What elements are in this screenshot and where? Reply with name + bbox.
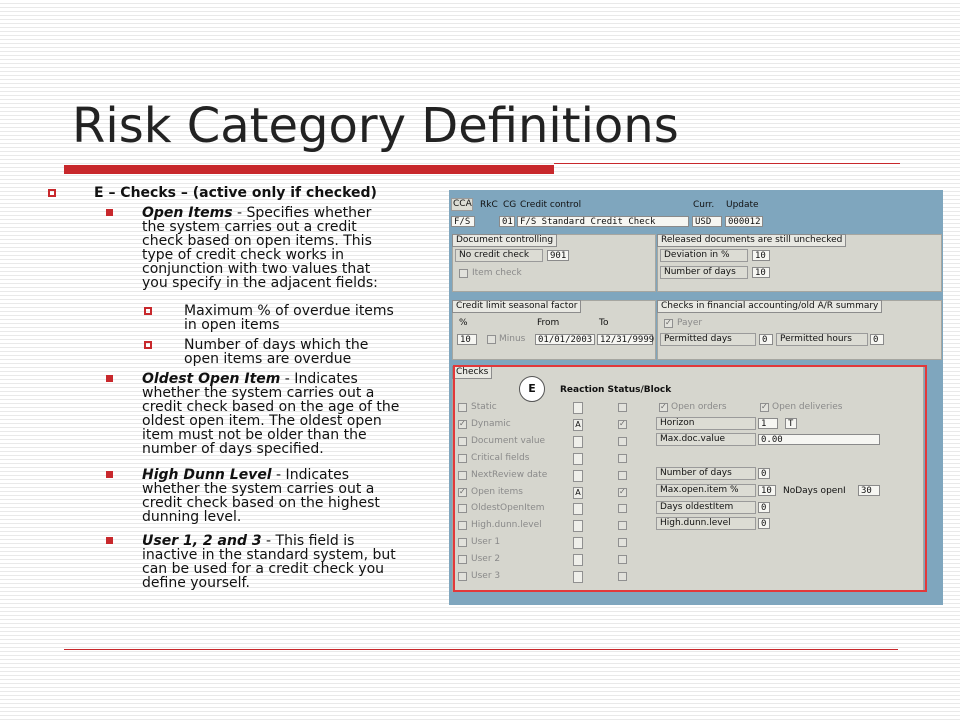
max-open-item-label: Max.open.item % (656, 484, 756, 497)
oldest-line: item must not be older than the (142, 427, 367, 443)
no-credit-check-field[interactable]: 901 (547, 250, 569, 261)
cca-field[interactable]: F/S (451, 216, 475, 227)
number-of-days-label: Number of days (660, 266, 748, 279)
high-dunn-title: High Dunn Level (142, 467, 272, 483)
credit-control-header-label: Credit control (520, 200, 582, 210)
rkc-header-label: RkC (480, 200, 498, 210)
title-underline-thin (554, 163, 900, 164)
high-dunn-line: - Indicates (271, 467, 350, 483)
e-marker-badge: E (519, 376, 545, 402)
solid-square-bullet-icon (106, 375, 113, 382)
check-row-label: Document value (471, 436, 546, 446)
hollow-square-bullet-icon (144, 341, 152, 349)
hollow-square-bullet-icon (48, 189, 56, 197)
financial-accounting-checks-title: Checks in financial accounting/old A/R summary (657, 300, 882, 313)
percent-field[interactable]: 10 (457, 334, 477, 345)
check-row-label: User 1 (471, 537, 501, 547)
days-oldest-item-field[interactable]: 0 (758, 502, 770, 513)
max-doc-value-field[interactable]: 0.00 (758, 434, 880, 445)
high-dunn-line: dunning level. (142, 509, 242, 525)
high-dunn-line: whether the system carries out a (142, 481, 375, 497)
sub-bullet-days-overdue (184, 338, 434, 366)
oldest-title: Oldest Open Item (142, 371, 281, 387)
sub-bullet-max-overdue (184, 304, 434, 332)
open-items-line: - Specifies whether (232, 205, 372, 221)
credit-control-field[interactable]: F/S Standard Credit Check (517, 216, 689, 227)
check-row-label: User 2 (471, 554, 501, 564)
document-controlling-panel (452, 234, 656, 292)
deviation-label: Deviation in % (660, 249, 748, 262)
checks-title: Checks (452, 366, 492, 379)
open-items-line: type of credit check works in (142, 247, 344, 263)
check-row-label: NextReview date (471, 470, 548, 480)
financial-accounting-checks-panel (657, 300, 942, 360)
reaction-status-header: Reaction Status/Block (560, 385, 672, 395)
user-line: define yourself. (142, 575, 250, 591)
oldest-line: whether the system carries out a (142, 385, 375, 401)
bullet-oldest-open-item (142, 372, 438, 456)
sub-bullet-line: open items are overdue (184, 351, 352, 367)
open-items-line: conjunction with two values that (142, 261, 371, 277)
high-dunn-line: credit check based on the highest (142, 495, 380, 511)
percent-label: % (459, 318, 468, 328)
cg-field[interactable]: 01 (499, 216, 515, 227)
days-oldest-item-label: Days oldestItem (656, 501, 756, 514)
bullet-high-dunn-level (142, 468, 438, 524)
solid-square-bullet-icon (106, 471, 113, 478)
open-items-line: you specify in the adjacent fields: (142, 275, 378, 291)
open-orders-label: Open orders (671, 402, 727, 412)
open-items-title: Open Items (142, 205, 233, 221)
max-open-item-field[interactable]: 10 (758, 485, 776, 496)
user-title: User 1, 2 and 3 (142, 533, 262, 549)
main-bullet (48, 185, 377, 201)
check-row-label: User 3 (471, 571, 501, 581)
oldest-line: - Indicates (280, 371, 358, 387)
document-controlling-title: Document controlling (452, 234, 557, 247)
open-items-line: the system carries out a credit (142, 219, 357, 235)
minus-label: Minus (499, 334, 526, 344)
permitted-days-field[interactable]: 0 (759, 334, 773, 345)
permitted-hours-field[interactable]: 0 (870, 334, 884, 345)
permitted-days-label: Permitted days (660, 333, 756, 346)
user-line: inactive in the standard system, but (142, 547, 396, 563)
number-of-days-check-field[interactable]: 0 (758, 468, 770, 479)
check-row-reaction-field[interactable]: A (573, 487, 583, 499)
sub-bullet-line: Number of days which the (184, 337, 369, 353)
hollow-square-bullet-icon (144, 307, 152, 315)
user-line: - This field is (261, 533, 355, 549)
oldest-line: oldest open item. The oldest open (142, 413, 382, 429)
cg-header-label: CG (503, 200, 517, 210)
released-documents-panel (657, 234, 942, 292)
permitted-hours-label: Permitted hours (776, 333, 868, 346)
seasonal-factor-panel (452, 300, 656, 360)
high-dunn-level-field[interactable]: 0 (758, 518, 770, 529)
title-underline-accent (64, 165, 554, 174)
payer-checkbox[interactable] (664, 319, 673, 328)
number-of-days-check-label: Number of days (656, 467, 756, 480)
check-row-label: OldestOpenItem (471, 503, 545, 513)
item-check-checkbox[interactable] (459, 269, 468, 278)
nodays-openi-label: NoDays openI (783, 486, 846, 496)
from-date-field[interactable]: 01/01/2003 (535, 334, 595, 345)
solid-square-bullet-icon (106, 537, 113, 544)
payer-label: Payer (677, 318, 703, 328)
open-items-line: check based on open items. This (142, 233, 372, 249)
footer-rule (64, 649, 898, 650)
oldest-line: credit check based on the age of the (142, 399, 400, 415)
sub-bullet-line: Maximum % of overdue items (184, 303, 394, 319)
check-row-label: High.dunn.level (471, 520, 542, 530)
user-line: can be used for a credit check you (142, 561, 385, 577)
high-dunn-level-label: High.dunn.level (656, 517, 756, 530)
from-label: From (537, 318, 560, 328)
seasonal-factor-title: Credit limit seasonal factor (452, 300, 581, 313)
sub-bullet-line: in open items (184, 317, 280, 333)
update-header-label: Update (726, 200, 759, 210)
check-row-label: Static (471, 402, 497, 412)
check-row-label: Critical fields (471, 453, 530, 463)
oldest-line: number of days specified. (142, 441, 324, 457)
check-row-label: Dynamic (471, 419, 511, 429)
open-deliveries-label: Open deliveries (772, 402, 843, 412)
currency-field[interactable]: USD (692, 216, 722, 227)
cca-header-label: CCA (453, 199, 472, 209)
minus-checkbox[interactable] (487, 335, 496, 344)
bullet-user-1-2-3 (142, 534, 438, 590)
bullet-open-items (142, 206, 438, 290)
max-doc-value-label: Max.doc.value (656, 433, 756, 446)
check-row-reaction-field[interactable]: A (573, 419, 583, 431)
horizon-unit-field[interactable]: T (785, 418, 797, 429)
checks-highlight-frame (453, 365, 927, 592)
check-row-label: Open items (471, 487, 523, 497)
nodays-openi-field[interactable]: 30 (858, 485, 880, 496)
sap-credit-control-screen (449, 190, 943, 605)
deviation-field[interactable]: 10 (752, 250, 770, 261)
item-check-label: Item check (472, 268, 522, 278)
number-of-days-field[interactable]: 10 (752, 267, 770, 278)
solid-square-bullet-icon (106, 209, 113, 216)
slide-title: Risk Category Definitions (72, 98, 679, 154)
no-credit-check-label: No credit check (455, 249, 543, 262)
main-bullet-text: E – Checks – (active only if checked) (94, 185, 377, 201)
currency-header-label: Curr. (693, 200, 715, 210)
horizon-label: Horizon (656, 417, 756, 430)
released-documents-title: Released documents are still unchecked (657, 234, 846, 247)
to-date-field[interactable]: 12/31/9999 (597, 334, 653, 345)
to-label: To (599, 318, 609, 328)
update-field[interactable]: 000012 (725, 216, 763, 227)
horizon-field[interactable]: 1 (758, 418, 778, 429)
